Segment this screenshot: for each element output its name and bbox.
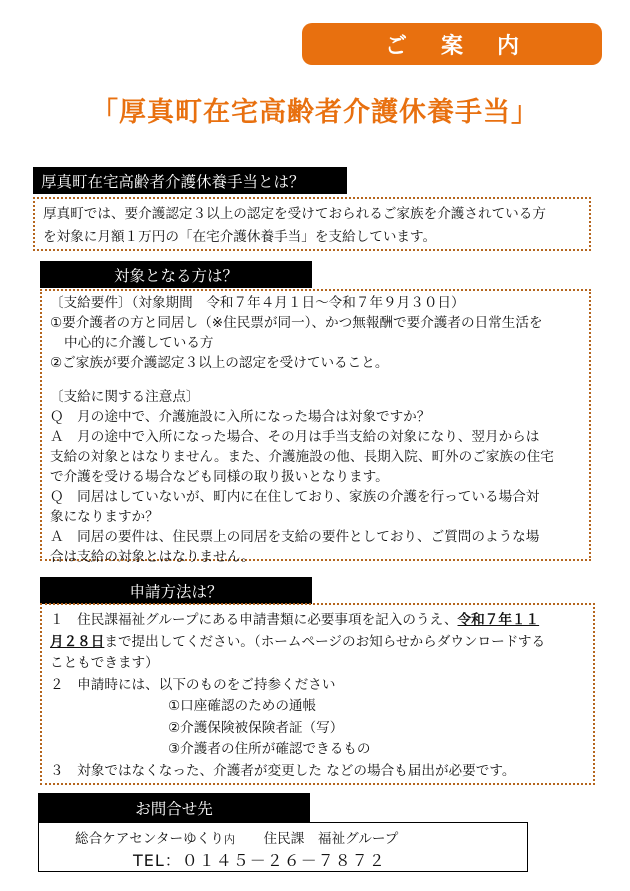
step-1-line-1 (50, 610, 587, 632)
answer-1-line-3: で介護を受ける場合なども同様の取り扱いとなります。 (50, 469, 389, 485)
deadline-part-1: 令和７年１１ (457, 612, 540, 628)
deadline-part-2: 月２８日 (50, 633, 105, 650)
question-1: Ｑ 月の途中で、介護施設に入所になった場合は対象ですか？ (50, 409, 431, 425)
step-1-line-3: こともできます） (50, 655, 159, 671)
section-heading-eligibility-text: 対象となる方は？ (113, 266, 238, 285)
section-heading-contact (38, 793, 310, 822)
requirement-1-line-1: ①要介護者の方と同居し（※住民票が同一）、かつ無報酬で要介護者の日常生活を (50, 315, 543, 331)
question-2-line-2: 象になりますか？ (50, 509, 159, 525)
step-3: ３ 対象ではなくなった、介護者が変更した などの場合も届出が必要です。 (50, 762, 516, 779)
page-title: 「厚真町在宅高齢者介護休養手当」 (91, 97, 539, 128)
step-1-suffix: まで提出してください。（ホームページのお知らせからダウンロードする (104, 633, 546, 650)
answer-1-line-2: 支給の対象とはなりません。また、介護施設の他、長期入院、町外のご家族の住宅 (50, 449, 554, 465)
step-1-prefix: １ 住民課福祉グループにある申請書類に必要事項を記入のうえ、 (50, 612, 458, 628)
about-line-1: 厚真町では、要介護認定３以上の認定を受けておられるご家族を介護されている方 (43, 206, 546, 222)
contact-org: 総合ケアセンターゆくり (75, 831, 224, 847)
contact-box (38, 822, 528, 872)
question-2-line-1: Ｑ 同居はしていないが、町内に在住しており、家族の介護を行っている場合対 (50, 489, 540, 505)
notes-title: 〔支給に関する注意点〕 (50, 389, 200, 405)
contact-org-row (75, 827, 398, 847)
contact-dept: 住民課 福祉グループ (263, 831, 399, 847)
section-heading-contact-text: お問合せ先 (135, 799, 213, 818)
notice-badge-text: ご案内 (384, 33, 553, 59)
application-box (40, 603, 595, 785)
requirements-title: 〔支給要件〕（対象期間 令和７年４月１日～令和７年９月３０日） (50, 295, 465, 311)
step-1-line-2 (50, 632, 587, 654)
answer-2-line-1: Ａ 同居の要件は、住民票上の同居を支給の要件としており、ご質問のような場 (50, 529, 540, 545)
section-heading-application-text: 申請方法は？ (129, 582, 223, 601)
required-item-1: ①口座確認のための通帳 (168, 698, 317, 714)
notice-badge (302, 23, 602, 65)
section-heading-about (33, 167, 347, 194)
answer-2-line-2: 合は支給の対象とはなりません。 (50, 549, 255, 565)
eligibility-box (40, 289, 591, 565)
section-heading-application (40, 577, 312, 604)
about-line-2: を対象に月額１万円の「在宅介護休養手当」を支給しています。 (43, 229, 437, 245)
contact-tel: TEL：０１４５－２６－７８７２ (133, 851, 386, 870)
requirement-2: ②ご家族が要介護認定３以上の認定を受けていること。 (50, 355, 389, 371)
section-heading-eligibility (40, 261, 312, 288)
required-item-2: ②介護保険被保険者証（写） (168, 719, 344, 736)
section-heading-about-text: 厚真町在宅高齢者介護休養手当とは？ (41, 172, 305, 191)
requirement-1-line-2: 中心的に介護している方 (64, 335, 214, 351)
contact-org-suffix: 内 (223, 833, 235, 846)
about-box (33, 197, 591, 251)
required-item-3: ③介護者の住所が確認できるもの (168, 741, 371, 757)
answer-1-line-1: Ａ 月の途中で入所になった場合、その月は手当支給の対象になり、翌月からは (50, 429, 540, 445)
step-2: ２ 申請時には、以下のものをご持参ください (50, 676, 336, 693)
